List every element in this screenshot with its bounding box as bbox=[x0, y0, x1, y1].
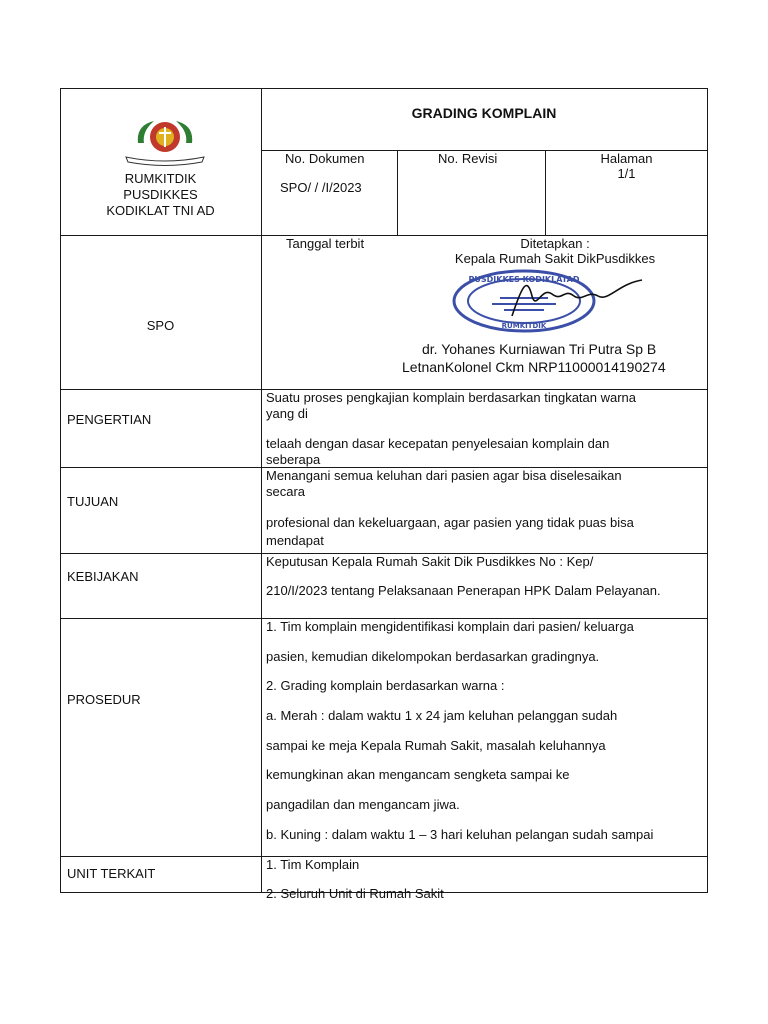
svg-text:RUMKITDIK: RUMKITDIK bbox=[501, 322, 547, 330]
table-border-top bbox=[60, 88, 708, 89]
kebijakan-content: Keputusan Kepala Rumah Sakit Dik Pusdikkes No : Kep/ 210/I/2023 tentang Pelaksanaan Penerapan HPK Dalam Pelayanan. bbox=[266, 554, 661, 598]
issue-date-label: Tanggal terbit bbox=[286, 236, 365, 251]
pengertian-content: Suatu proses pengkajian komplain berdasarkan tingkatan warna yang di telaah dengan dasar kecepatan penyelesaian komplain dan seberapa bbox=[266, 390, 637, 467]
table-divider-revisi bbox=[397, 150, 398, 236]
spo-document-table bbox=[60, 88, 708, 901]
prosedur-content: 1. Tim komplain mengidentifikasi komplain dari pasien/ keluarga pasien, kemudian dikelompokan berdasarkan gradingnya. 2. Grading komplain berdasarkan warna : a. Merah : dalam waktu 1 x 24 jam keluhan pelanggan sudah sampai ke meja Kepala Rumah Sakit, masalah keluhannya kemungkinan akan mengancam sengketa sampai ke pangadilan dan mengancam jiwa. b. Kuning : dalam waktu 1 – 3 hari keluhan pelangan sudah sampai bbox=[266, 619, 654, 842]
svg-text:PUSDIKKES KODIKLATAD: PUSDIKKES KODIKLATAD bbox=[468, 275, 580, 284]
document-title: GRADING KOMPLAIN bbox=[411, 105, 557, 121]
tujuan-label: TUJUAN bbox=[67, 494, 119, 509]
table-border-right bbox=[707, 88, 708, 893]
hospital-logo-icon bbox=[120, 113, 210, 168]
doc-number-label: No. Dokumen bbox=[285, 151, 365, 166]
doc-number-value: SPO/ / /I/2023 bbox=[280, 180, 362, 195]
signer-rank: LetnanKolonel Ckm NRP11000014190274 bbox=[402, 359, 666, 375]
kebijakan-label: KEBIJAKAN bbox=[67, 569, 139, 584]
prosedur-label: PROSEDUR bbox=[67, 692, 141, 707]
set-by-label: Ditetapkan : bbox=[520, 236, 590, 251]
institution-line-1: RUMKITDIK bbox=[124, 171, 197, 186]
set-by-role: Kepala Rumah Sakit DikPusdikkes bbox=[454, 251, 656, 266]
table-divider-col bbox=[261, 88, 262, 893]
pengertian-label: PENGERTIAN bbox=[67, 412, 152, 427]
spo-label: SPO bbox=[146, 318, 175, 333]
signer-name: dr. Yohanes Kurniawan Tri Putra Sp B bbox=[422, 341, 657, 357]
unit-terkait-content: 1. Tim Komplain 2. Seluruh Unit di Rumah Sakit bbox=[266, 857, 444, 901]
institution-line-3: KODIKLAT TNI AD bbox=[106, 203, 215, 218]
page-label: Halaman bbox=[600, 151, 653, 166]
unit-terkait-label: UNIT TERKAIT bbox=[67, 866, 156, 881]
institution-line-2: PUSDIKKES bbox=[123, 187, 198, 202]
official-stamp-icon bbox=[452, 266, 652, 336]
page-value: 1/1 bbox=[617, 166, 636, 181]
tujuan-content: Menangani semua keluhan dari pasien agar bisa diselesaikan secara profesional dan kekeluargaan, agar pasien yang tidak puas bisa mendapat bbox=[266, 468, 634, 548]
revision-label: No. Revisi bbox=[438, 151, 498, 166]
